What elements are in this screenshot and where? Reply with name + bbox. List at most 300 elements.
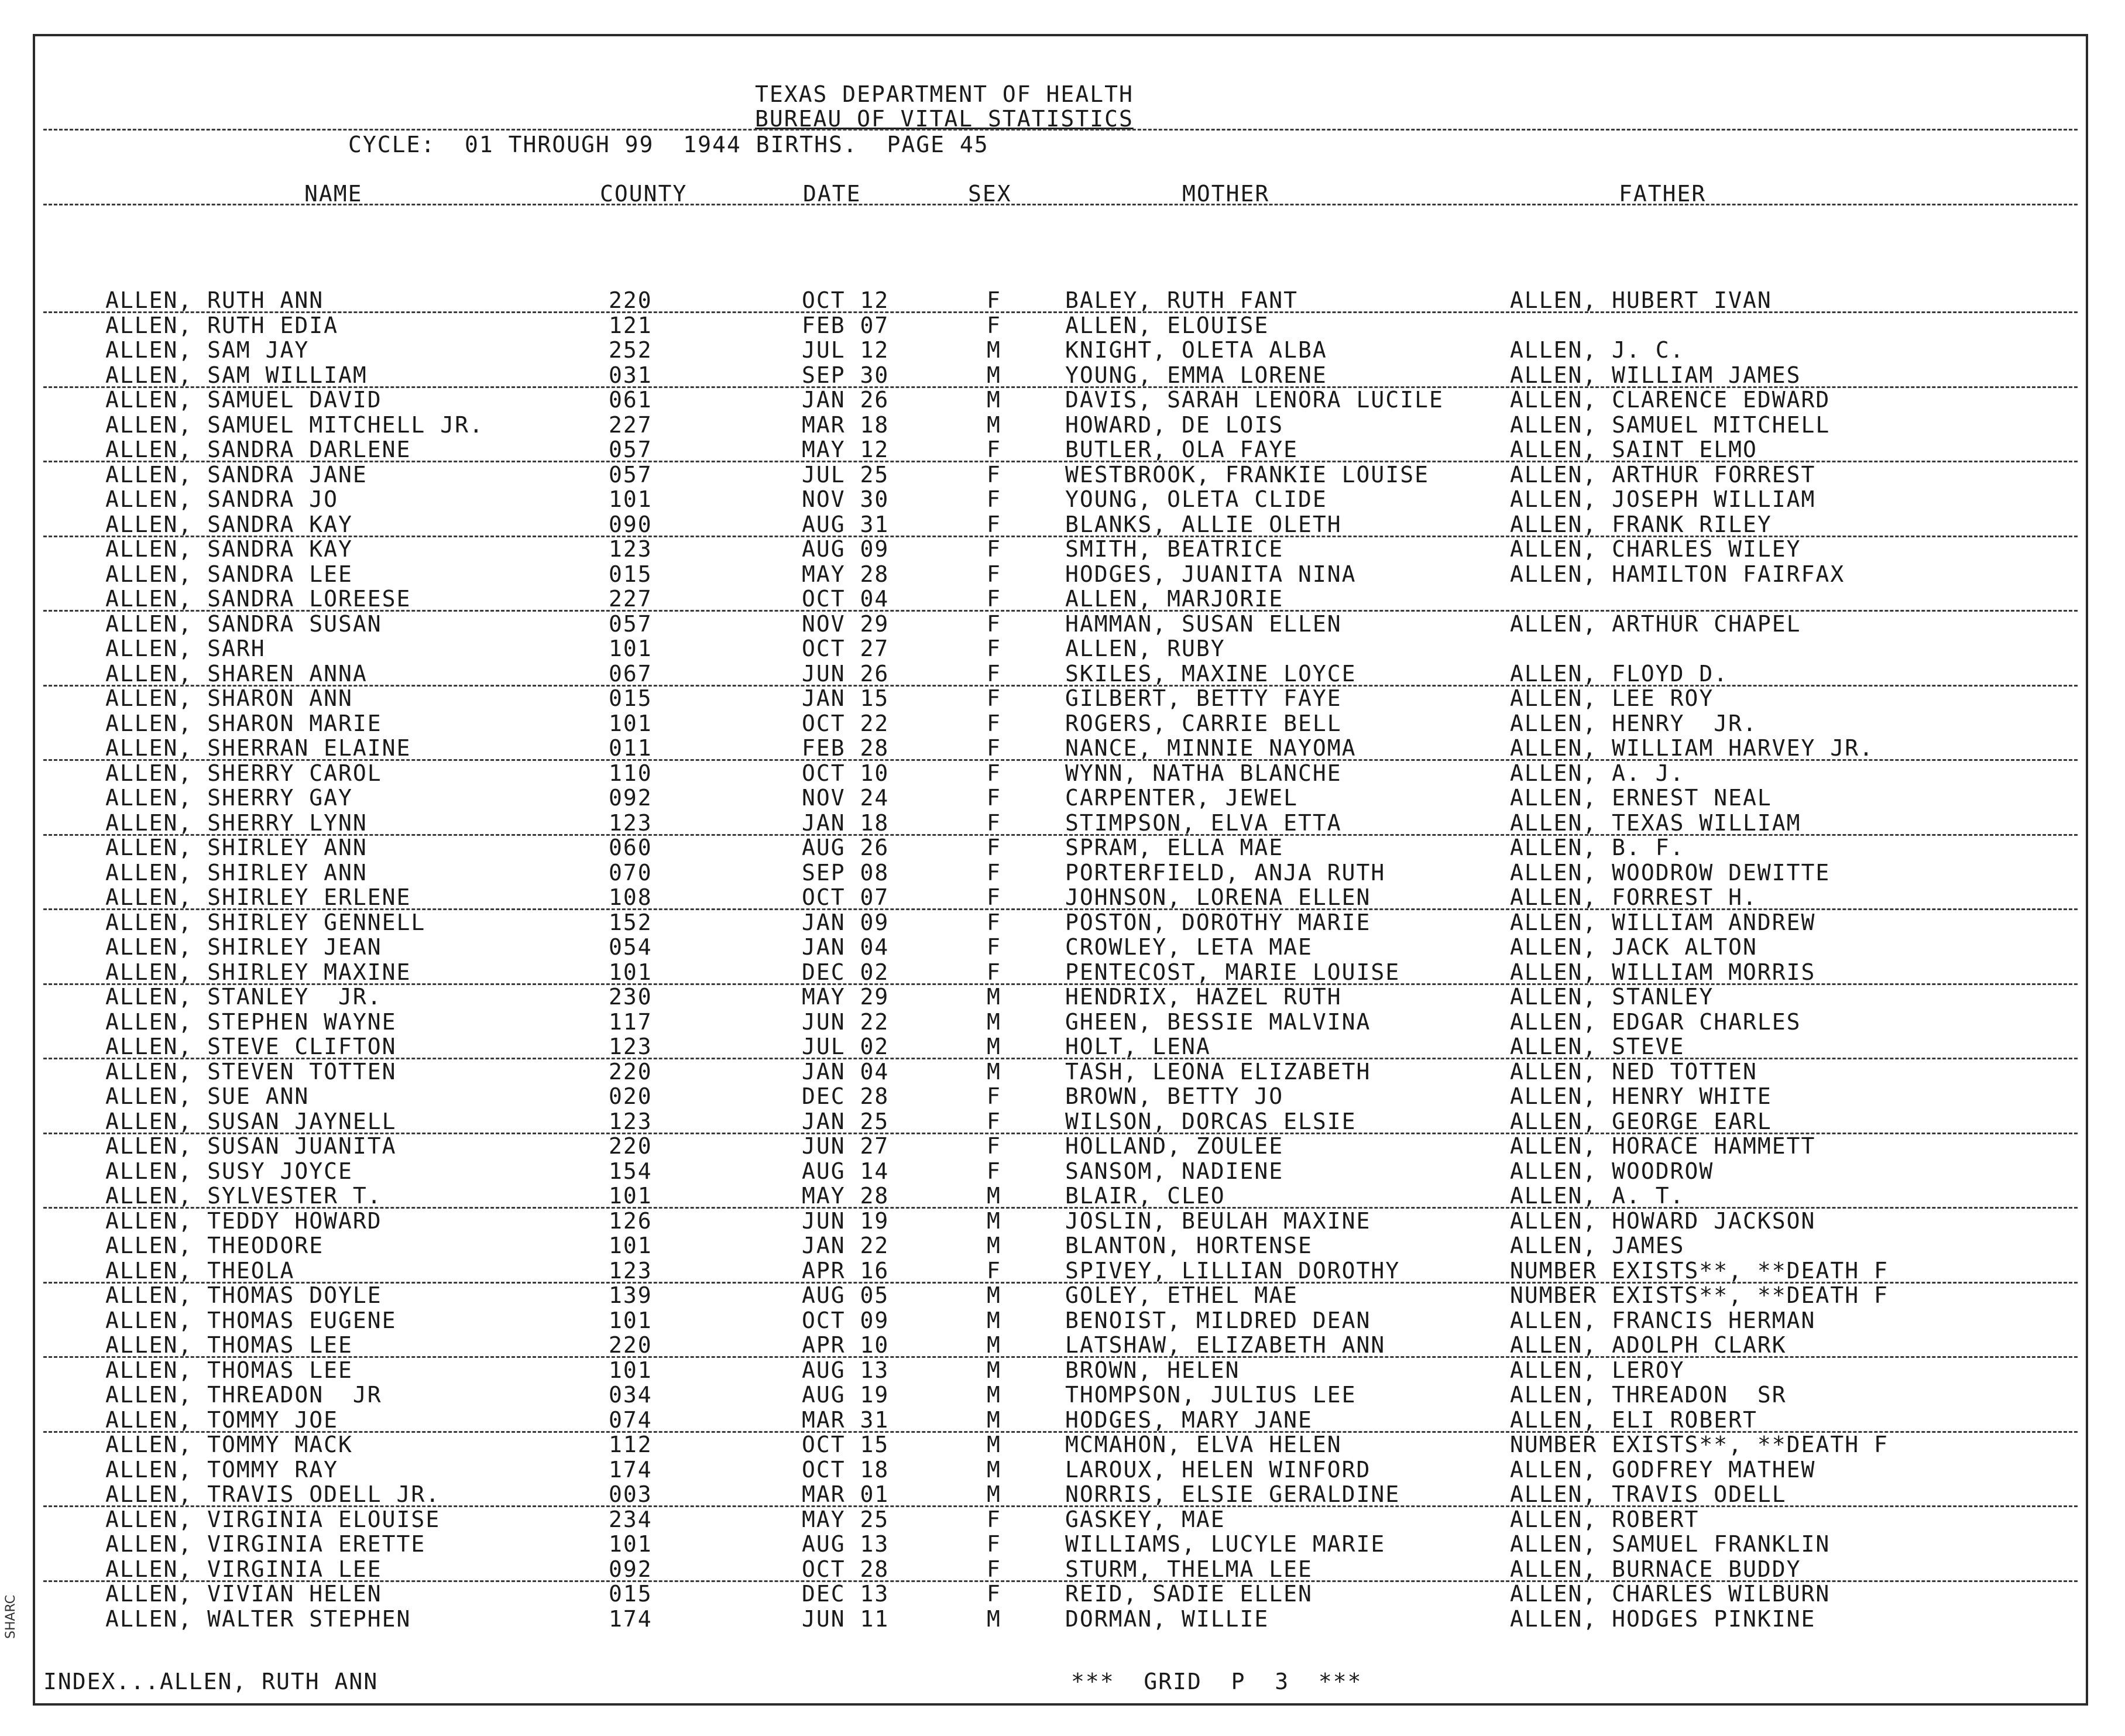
row-name: ALLEN, SHIRLEY ANN [105,835,368,860]
table-row [35,288,2086,313]
row-date: JUN 19 [802,1207,890,1234]
row-sex: M [987,1008,1001,1035]
row-name: ALLEN, SUE ANN [105,1083,310,1109]
row-county: 123 [609,536,653,562]
department-title: TEXAS DEPARTMENT OF HEALTH [755,81,1134,107]
row-sex: F [987,536,1001,562]
row-mother: ALLEN, RUBY [1065,636,1225,661]
row-father: ALLEN, TRAVIS ODELL [1510,1481,1787,1507]
row-name: ALLEN, SHARON ANN [105,685,353,711]
table-row [35,1034,2086,1059]
row-date: OCT 09 [802,1307,890,1333]
row-father: ALLEN, STANLEY [1510,984,1714,1010]
row-county: 101 [609,1233,653,1258]
row-county: 057 [609,610,653,637]
row-father: ALLEN, FRANCIS HERMAN [1510,1307,1816,1333]
index-footer: INDEX...ALLEN, RUTH ANN [43,1669,379,1694]
row-sex: M [987,1456,1001,1483]
row-father: ALLEN, HENRY JR. [1510,710,1757,736]
row-sex: M [987,1282,1001,1308]
row-sex: M [987,362,1001,388]
row-sex: F [987,835,1001,860]
row-name: ALLEN, SHERRY CAROL [105,760,382,786]
table-row [35,636,2086,661]
table-row [35,761,2086,785]
row-father: ALLEN, HODGES PINKINE [1510,1605,1816,1632]
row-father: ALLEN, WILLIAM JAMES [1510,362,1801,388]
row-date: NOV 29 [802,610,890,637]
row-sex: F [987,1556,1001,1582]
row-father: ALLEN, JOSEPH WILLIAM [1510,486,1816,512]
row-date: SEP 30 [802,362,890,388]
row-sex: M [987,411,1001,438]
table-row [35,1209,2086,1233]
row-county: 101 [609,486,653,512]
row-sex: M [987,1307,1001,1333]
row-sex: F [987,909,1001,935]
row-mother: SANSOM, NADIENE [1065,1158,1284,1184]
row-mother: HOLT, LENA [1065,1034,1211,1059]
row-name: ALLEN, SANDRA LEE [105,561,353,587]
row-sex: M [987,387,1001,413]
row-county: 123 [609,1108,653,1134]
row-mother: WILLIAMS, LUCYLE MARIE [1065,1531,1386,1557]
row-county: 220 [609,1133,653,1159]
table-row [35,935,2086,959]
table-row [35,512,2086,537]
row-date: JAN 26 [802,387,890,413]
table-row [35,1557,2086,1581]
row-sex: F [987,461,1001,488]
row-father: ALLEN, HENRY WHITE [1510,1083,1772,1109]
row-county: 101 [609,1307,653,1333]
table-row [35,1507,2086,1532]
table-row [35,1308,2086,1333]
row-date: JAN 25 [802,1108,890,1134]
row-mother: PENTECOST, MARIE LOUISE [1065,959,1400,985]
row-father: ALLEN, TEXAS WILLIAM [1510,809,1801,836]
table-row [35,1581,2086,1606]
row-mother: WILSON, DORCAS ELSIE [1065,1108,1357,1134]
row-name: ALLEN, SHERRY GAY [105,785,353,811]
table-row [35,586,2086,611]
row-name: ALLEN, RUTH ANN [105,287,324,313]
table-row [35,1159,2086,1183]
row-county: 092 [609,1556,653,1582]
row-county: 101 [609,636,653,661]
row-father: ALLEN, WILLIAM ANDREW [1510,909,1816,935]
row-name: ALLEN, SANDRA KAY [105,511,353,537]
table-row [35,562,2086,586]
row-sex: F [987,287,1001,313]
row-date: JUN 26 [802,660,890,687]
row-name: ALLEN, TRAVIS ODELL JR. [105,1481,441,1507]
row-name: ALLEN, SHIRLEY GENNELL [105,909,426,935]
row-mother: HENDRIX, HAZEL RUTH [1065,984,1342,1010]
row-name: ALLEN, SHAREN ANNA [105,660,368,687]
row-father: ALLEN, ERNEST NEAL [1510,785,1772,811]
column-header-father: FATHER [1619,181,1707,207]
row-sex: F [987,735,1001,761]
row-father: ALLEN, CHARLES WILBURN [1510,1581,1831,1607]
row-county: 057 [609,437,653,462]
row-name: ALLEN, SANDRA DARLENE [105,437,411,462]
row-sex: F [987,785,1001,811]
row-county: 112 [609,1432,653,1457]
row-mother: BLANKS, ALLIE OLETH [1065,511,1342,537]
row-sex: M [987,1183,1001,1209]
row-mother: BROWN, BETTY JO [1065,1083,1284,1109]
row-sex: M [987,1058,1001,1085]
row-date: MAY 25 [802,1506,890,1532]
row-father: ALLEN, HUBERT IVAN [1510,287,1772,313]
column-header-rule [43,204,2078,205]
row-county: 003 [609,1481,653,1507]
row-sex: F [987,660,1001,687]
table-row [35,1109,2086,1134]
row-county: 227 [609,411,653,438]
row-name: ALLEN, THOMAS LEE [105,1357,353,1383]
table-row [35,1010,2086,1034]
row-father: ALLEN, EDGAR CHARLES [1510,1008,1801,1035]
row-name: ALLEN, TOMMY RAY [105,1456,339,1483]
row-date: JUL 25 [802,461,890,488]
row-county: 060 [609,835,653,860]
row-sex: F [987,884,1001,910]
row-county: 110 [609,760,653,786]
row-mother: POSTON, DOROTHY MARIE [1065,909,1371,935]
row-father: ALLEN, CHARLES WILEY [1510,536,1801,562]
row-mother: WESTBROOK, FRANKIE LOUISE [1065,461,1429,488]
row-mother: GHEEN, BESSIE MALVINA [1065,1008,1371,1035]
row-date: AUG 26 [802,835,890,860]
row-father: ALLEN, NED TOTTEN [1510,1058,1757,1085]
row-mother: STURM, THELMA LEE [1065,1556,1313,1582]
row-date: OCT 07 [802,884,890,910]
row-father: ALLEN, ROBERT [1510,1506,1700,1532]
row-date: JUN 27 [802,1133,890,1159]
table-row [35,1457,2086,1482]
row-mother: BUTLER, OLA FAYE [1065,437,1299,462]
row-mother: HODGES, JUANITA NINA [1065,561,1357,587]
row-mother: HAMMAN, SUSAN ELLEN [1065,610,1342,637]
row-date: FEB 07 [802,312,890,338]
table-row [35,313,2086,338]
row-county: 123 [609,1257,653,1284]
cycle-line: CYCLE: 01 THROUGH 99 1944 BIRTHS. PAGE 45 [348,132,989,157]
row-sex: M [987,1357,1001,1383]
row-father: ALLEN, SAMUEL MITCHELL [1510,411,1831,438]
row-county: 101 [609,710,653,736]
row-mother: DORMAN, WILLIE [1065,1605,1269,1632]
row-mother: CARPENTER, JEWEL [1065,785,1299,811]
row-father: ALLEN, WOODROW [1510,1158,1714,1184]
row-sex: F [987,486,1001,512]
row-sex: M [987,984,1001,1010]
row-father: ALLEN, SAMUEL FRANKLIN [1510,1531,1831,1557]
row-date: OCT 27 [802,636,890,661]
row-father: ALLEN, JACK ALTON [1510,934,1757,960]
row-name: ALLEN, THOMAS LEE [105,1332,353,1358]
table-row [35,1382,2086,1407]
table-row [35,338,2086,362]
bureau-title: BUREAU OF VITAL STATISTICS [755,106,1134,132]
table-row [35,1333,2086,1357]
table-row [35,1059,2086,1084]
row-name: ALLEN, SHIRLEY ANN [105,859,368,886]
row-mother: REID, SADIE ELLEN [1065,1581,1313,1607]
row-date: OCT 28 [802,1556,890,1582]
row-county: 234 [609,1506,653,1532]
row-date: NOV 30 [802,486,890,512]
row-mother: MCMAHON, ELVA HELEN [1065,1432,1342,1457]
row-county: 034 [609,1382,653,1408]
table-row [35,1408,2086,1432]
row-name: ALLEN, SHIRLEY MAXINE [105,959,411,985]
row-father: ALLEN, J. C. [1510,337,1685,363]
row-name: ALLEN, SHERRY LYNN [105,809,368,836]
row-mother: NORRIS, ELSIE GERALDINE [1065,1481,1400,1507]
row-sex: F [987,934,1001,960]
row-county: 174 [609,1456,653,1483]
row-father: ALLEN, GEORGE EARL [1510,1108,1772,1134]
table-row [35,387,2086,412]
table-row [35,984,2086,1009]
row-name: ALLEN, SYLVESTER T. [105,1183,382,1209]
row-name: ALLEN, THOMAS EUGENE [105,1307,397,1333]
row-sex: F [987,610,1001,637]
row-father: ALLEN, FRANK RILEY [1510,511,1772,537]
row-county: 220 [609,287,653,313]
row-date: MAY 29 [802,984,890,1010]
row-county: 121 [609,312,653,338]
row-name: ALLEN, WALTER STEPHEN [105,1605,411,1632]
grid-footer: *** GRID P 3 *** [1071,1669,1362,1694]
row-mother: GOLEY, ETHEL MAE [1065,1282,1299,1308]
row-county: 152 [609,909,653,935]
row-name: ALLEN, STEPHEN WAYNE [105,1008,397,1035]
row-county: 220 [609,1058,653,1085]
row-father: ALLEN, ARTHUR FORREST [1510,461,1816,488]
table-row [35,1183,2086,1208]
table-row [35,785,2086,810]
row-sex: F [987,1158,1001,1184]
row-date: OCT 18 [802,1456,890,1483]
row-sex: M [987,1605,1001,1632]
row-county: 108 [609,884,653,910]
row-county: 061 [609,387,653,413]
row-name: ALLEN, SAM JAY [105,337,310,363]
row-sex: F [987,1108,1001,1134]
row-father: NUMBER EXISTS**, **DEATH F [1510,1432,1889,1457]
row-date: AUG 13 [802,1531,890,1557]
row-mother: HOWARD, DE LOIS [1065,411,1284,438]
table-row [35,1358,2086,1382]
row-date: JAN 15 [802,685,890,711]
row-date: JUL 02 [802,1034,890,1059]
row-name: ALLEN, TOMMY MACK [105,1432,353,1457]
row-father: ALLEN, ELI ROBERT [1510,1406,1757,1433]
row-date: JUN 11 [802,1605,890,1632]
row-mother: BENOIST, MILDRED DEAN [1065,1307,1371,1333]
row-date: OCT 04 [802,586,890,612]
row-sex: F [987,1083,1001,1109]
row-date: MAR 31 [802,1406,890,1433]
row-mother: PORTERFIELD, ANJA RUTH [1065,859,1386,886]
row-name: ALLEN, SHERRAN ELAINE [105,735,411,761]
row-county: 015 [609,561,653,587]
row-county: 054 [609,934,653,960]
row-county: 057 [609,461,653,488]
row-mother: JOHNSON, LORENA ELLEN [1065,884,1371,910]
row-father: ALLEN, GODFREY MATHEW [1510,1456,1816,1483]
row-sex: F [987,312,1001,338]
row-date: AUG 19 [802,1382,890,1408]
row-name: ALLEN, VIRGINIA LEE [105,1556,382,1582]
row-father: ALLEN, FLOYD D. [1510,660,1729,687]
row-county: 101 [609,959,653,985]
row-sex: M [987,1432,1001,1457]
row-father: NUMBER EXISTS**, **DEATH F [1510,1282,1889,1308]
row-name: ALLEN, SHIRLEY JEAN [105,934,382,960]
row-father: ALLEN, SAINT ELMO [1510,437,1757,462]
row-county: 117 [609,1008,653,1035]
row-mother: LATSHAW, ELIZABETH ANN [1065,1332,1386,1358]
row-sex: M [987,1481,1001,1507]
row-date: DEC 02 [802,959,890,985]
row-father: NUMBER EXISTS**, **DEATH F [1510,1257,1889,1284]
row-mother: KNIGHT, OLETA ALBA [1065,337,1327,363]
row-county: 126 [609,1207,653,1234]
table-row [35,686,2086,711]
row-county: 101 [609,1357,653,1383]
row-father: ALLEN, B. F. [1510,835,1685,860]
row-name: ALLEN, STEVEN TOTTEN [105,1058,397,1085]
row-father: ALLEN, LEE ROY [1510,685,1714,711]
row-name: ALLEN, SUSAN JUANITA [105,1133,397,1159]
row-mother: HOLLAND, ZOULEE [1065,1133,1284,1159]
row-county: 092 [609,785,653,811]
row-mother: JOSLIN, BEULAH MAXINE [1065,1207,1371,1234]
row-name: ALLEN, SAMUEL DAVID [105,387,382,413]
row-county: 123 [609,809,653,836]
table-row [35,1233,2086,1258]
row-date: AUG 09 [802,536,890,562]
row-county: 101 [609,1531,653,1557]
table-row [35,1432,2086,1457]
row-name: ALLEN, SUSAN JAYNELL [105,1108,397,1134]
row-mother: BLAIR, CLEO [1065,1183,1225,1209]
row-sex: F [987,1531,1001,1557]
row-mother: THOMPSON, JULIUS LEE [1065,1382,1357,1408]
row-father: ALLEN, THREADON SR [1510,1382,1787,1408]
row-date: APR 16 [802,1257,890,1284]
table-row [35,711,2086,736]
table-row [35,363,2086,387]
row-name: ALLEN, STEVE CLIFTON [105,1034,397,1059]
row-name: ALLEN, SANDRA LOREESE [105,586,411,612]
row-mother: YOUNG, EMMA LORENE [1065,362,1327,388]
row-name: ALLEN, SANDRA JANE [105,461,368,488]
row-name: ALLEN, SARH [105,636,266,661]
column-header-date: DATE [803,181,861,207]
row-date: SEP 08 [802,859,890,886]
table-row [35,437,2086,462]
row-mother: GASKEY, MAE [1065,1506,1225,1532]
row-date: JAN 18 [802,809,890,836]
table-row [35,462,2086,487]
row-mother: HODGES, MARY JANE [1065,1406,1313,1433]
row-date: DEC 28 [802,1083,890,1109]
table-row [35,960,2086,984]
row-date: OCT 10 [802,760,890,786]
row-county: 070 [609,859,653,886]
row-date: JAN 09 [802,909,890,935]
row-sex: F [987,710,1001,736]
row-father: ALLEN, WOODROW DEWITTE [1510,859,1831,886]
row-name: ALLEN, SAMUEL MITCHELL JR. [105,411,484,438]
row-county: 123 [609,1034,653,1059]
table-row [35,910,2086,935]
row-mother: CROWLEY, LETA MAE [1065,934,1313,960]
row-mother: NANCE, MINNIE NAYOMA [1065,735,1357,761]
table-row [35,1134,2086,1158]
row-sex: F [987,859,1001,886]
row-date: AUG 05 [802,1282,890,1308]
row-sex: F [987,1257,1001,1284]
row-county: 031 [609,362,653,388]
row-county: 220 [609,1332,653,1358]
row-county: 252 [609,337,653,363]
row-mother: BROWN, HELEN [1065,1357,1240,1383]
row-sex: F [987,511,1001,537]
row-date: AUG 31 [802,511,890,537]
row-date: NOV 24 [802,785,890,811]
row-county: 074 [609,1406,653,1433]
row-date: AUG 14 [802,1158,890,1184]
table-row [35,1084,2086,1109]
row-name: ALLEN, VIRGINIA ELOUISE [105,1506,441,1532]
row-father: ALLEN, WILLIAM HARVEY JR. [1510,735,1874,761]
row-name: ALLEN, TEDDY HOWARD [105,1207,382,1234]
header-rule-1 [43,129,2078,131]
row-date: JUL 12 [802,337,890,363]
index-sheet [33,34,2088,1706]
row-sex: M [987,337,1001,363]
table-row [35,1283,2086,1308]
table-row [35,811,2086,835]
row-date: JAN 04 [802,1058,890,1085]
row-county: 015 [609,685,653,711]
row-father: ALLEN, LEROY [1510,1357,1685,1383]
row-mother: TASH, LEONA ELIZABETH [1065,1058,1371,1085]
row-county: 154 [609,1158,653,1184]
row-date: FEB 28 [802,735,890,761]
row-mother: SKILES, MAXINE LOYCE [1065,660,1357,687]
row-mother: WYNN, NATHA BLANCHE [1065,760,1342,786]
row-mother: SMITH, BEATRICE [1065,536,1284,562]
row-sex: M [987,1207,1001,1234]
table-row [35,1607,2086,1631]
table-row [35,1482,2086,1507]
row-mother: YOUNG, OLETA CLIDE [1065,486,1327,512]
row-father: ALLEN, HAMILTON FAIRFAX [1510,561,1845,587]
row-sex: F [987,636,1001,661]
row-date: MAY 28 [802,1183,890,1209]
row-county: 101 [609,1183,653,1209]
row-mother: ALLEN, ELOUISE [1065,312,1269,338]
row-sex: M [987,1406,1001,1433]
